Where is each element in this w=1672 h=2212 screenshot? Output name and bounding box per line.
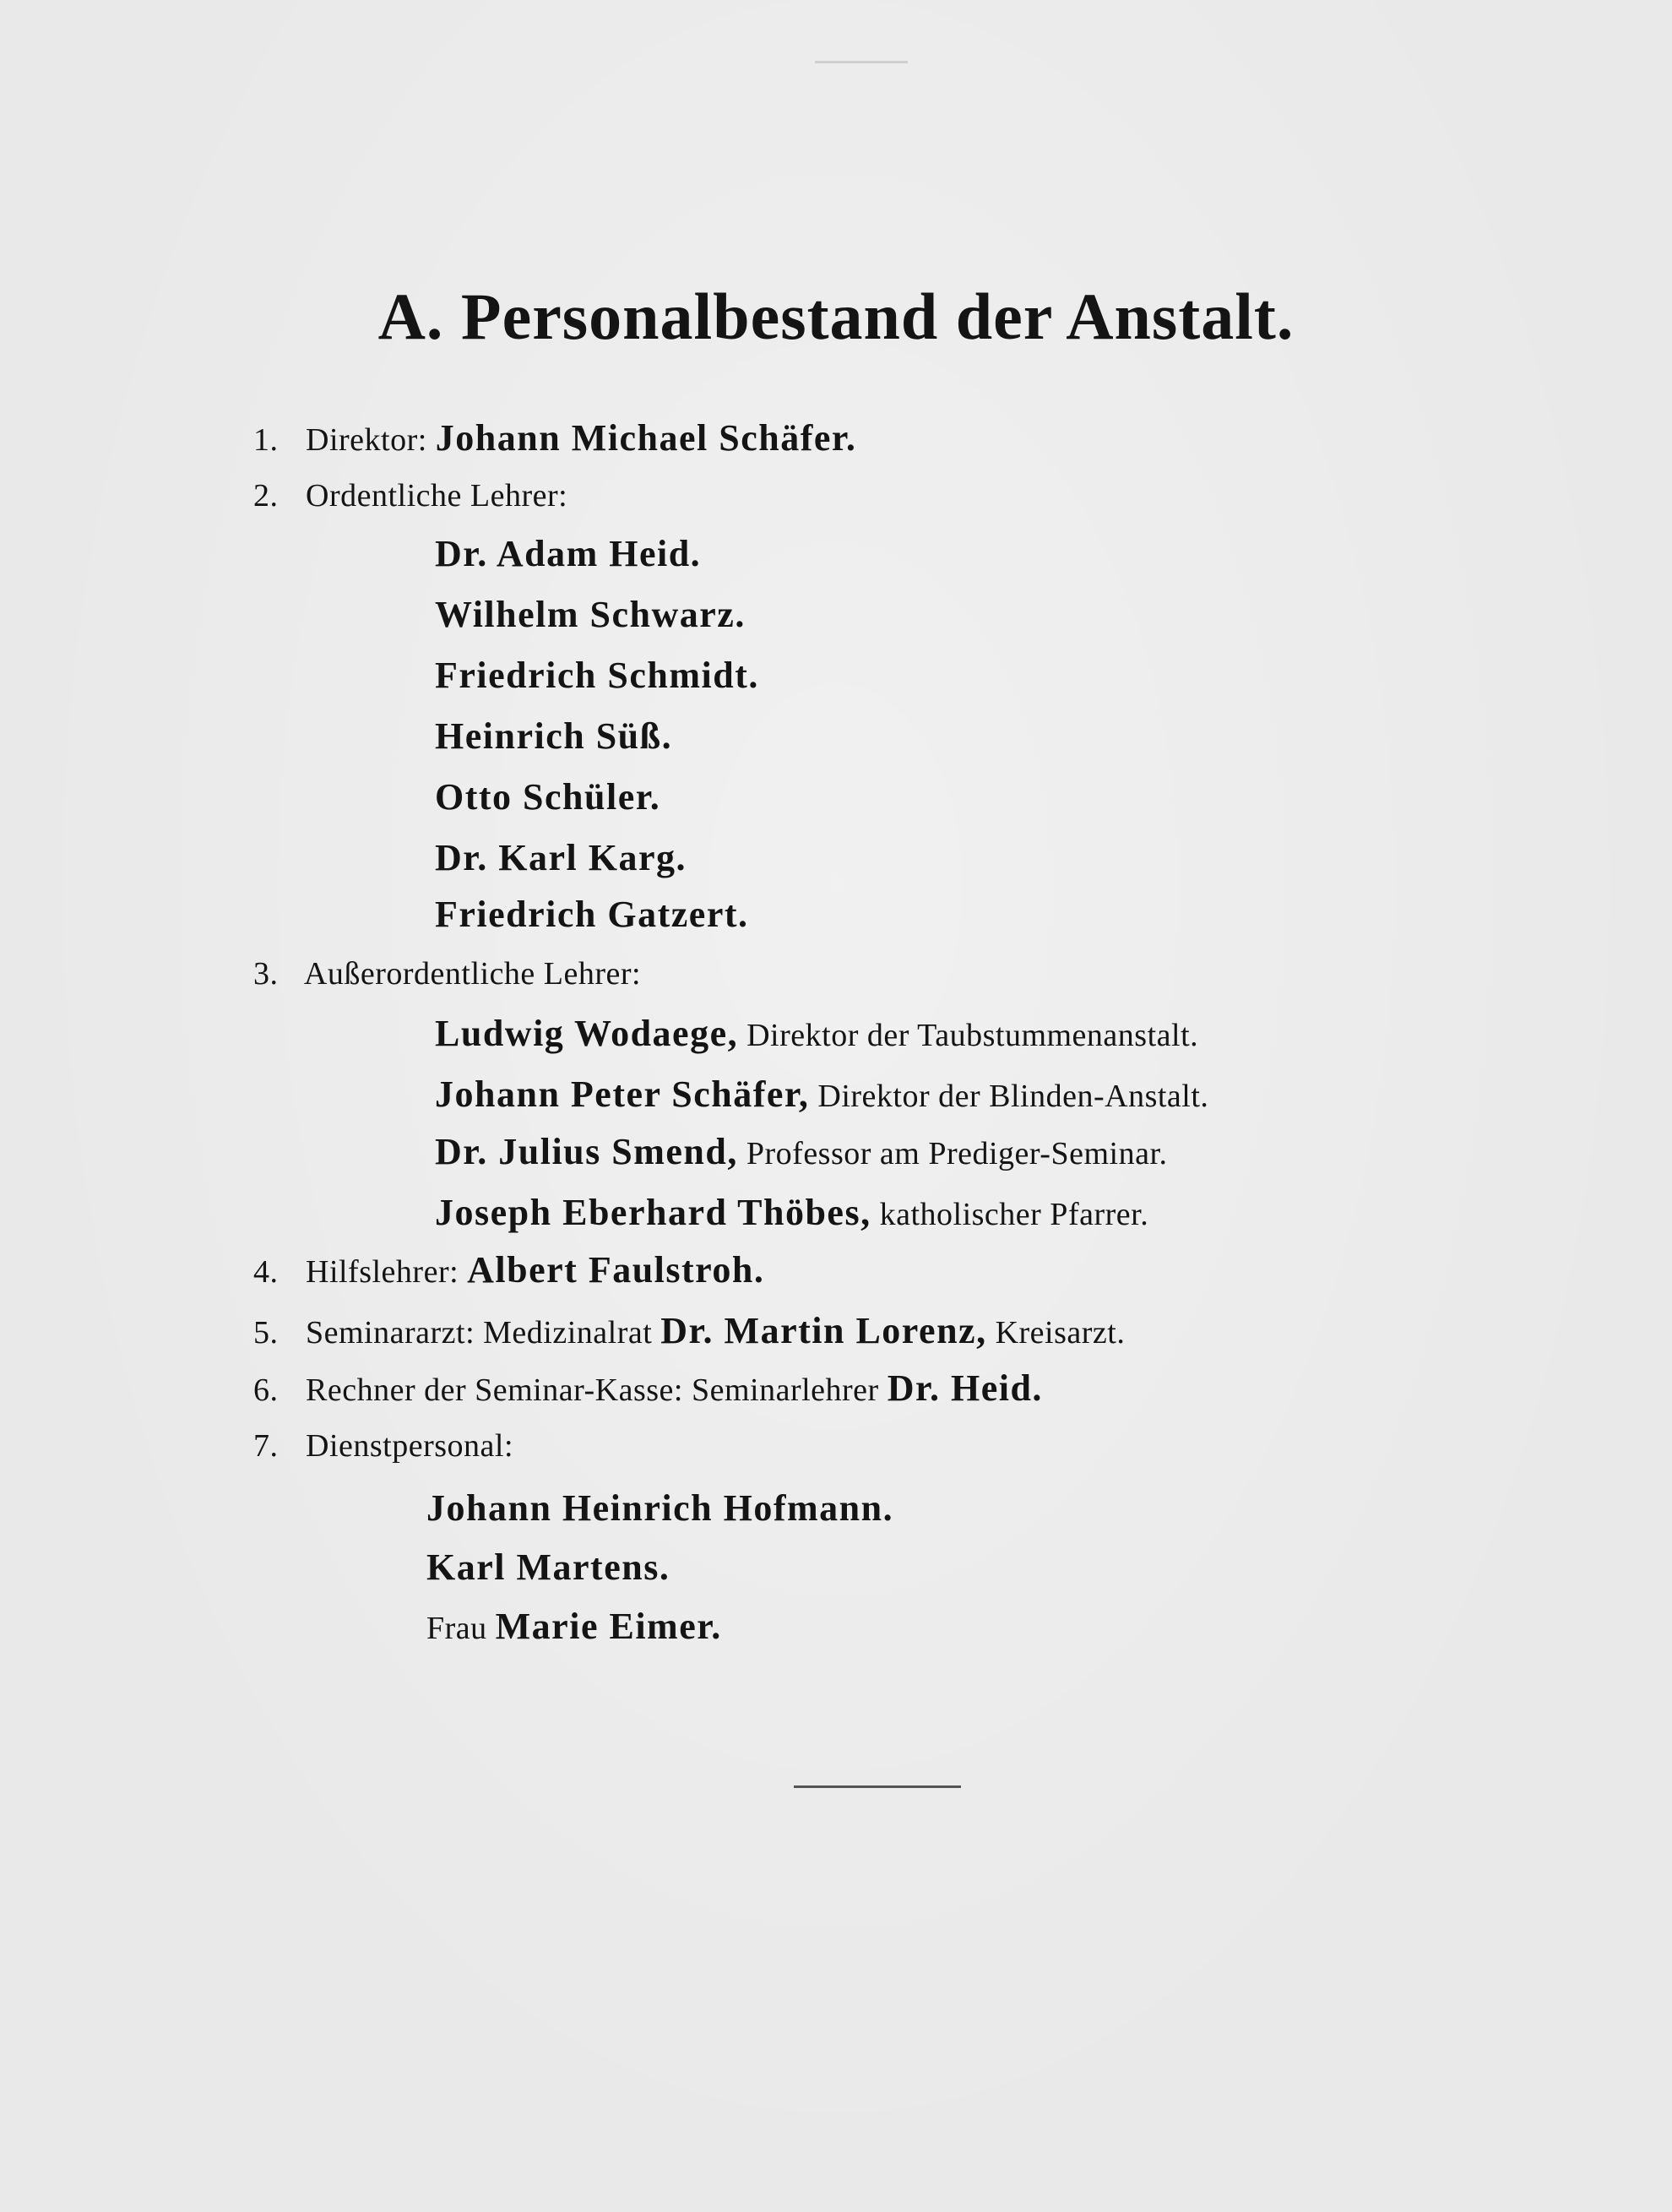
item-teachers (253, 477, 567, 514)
item-label: Rechner der Seminar-Kasse: Seminarlehrer (306, 1372, 879, 1408)
person-role: Direktor der Taubstummenanstalt. (746, 1018, 1199, 1053)
staff-entry (426, 1605, 722, 1648)
teacher-name: Friedrich Gatzert. (435, 894, 749, 935)
bottom-rule (794, 1785, 961, 1788)
staff-name: Marie Eimer. (495, 1606, 722, 1647)
item-number: 2. (253, 478, 279, 514)
person-role: Professor am Prediger-Seminar. (746, 1136, 1168, 1171)
item-label: Hilfslehrer: (306, 1254, 459, 1290)
extraordinary-entry (435, 1073, 1208, 1116)
person-name: Dr. Martin Lorenz, (660, 1310, 987, 1351)
top-rule (815, 61, 908, 63)
extraordinary-entry (435, 1130, 1168, 1173)
item-number: 5. (253, 1315, 279, 1351)
item-label: Dienstpersonal: (306, 1428, 514, 1464)
person-name: Johann Peter Schäfer, (435, 1073, 810, 1115)
item-label: Ordentliche Lehrer: (306, 478, 568, 514)
item-number: 1. (253, 422, 279, 458)
person-name: Albert Faulstroh. (467, 1249, 765, 1291)
item-number: 4. (253, 1254, 279, 1290)
person-role: Direktor der Blinden-Anstalt. (817, 1079, 1209, 1114)
teacher-name: Dr. Adam Heid. (435, 533, 702, 574)
item-number: 6. (253, 1372, 279, 1408)
item-label: Direktor: (306, 422, 427, 458)
staff-name: Johann Heinrich Hofmann. (426, 1487, 894, 1529)
item-staff (253, 1427, 513, 1465)
extraordinary-entry (435, 1012, 1198, 1055)
staff-name: Karl Martens. (426, 1546, 670, 1588)
person-role: katholischer Pfarrer. (879, 1197, 1149, 1232)
item-accountant (253, 1367, 1043, 1410)
item-number: 3. (253, 956, 279, 992)
person-name: Joseph Eberhard Thöbes, (435, 1192, 871, 1233)
teacher-name: Wilhelm Schwarz. (435, 594, 746, 635)
item-number: 7. (253, 1428, 279, 1464)
teacher-name: Otto Schüler. (435, 776, 661, 818)
item-suffix: Kreisarzt. (995, 1315, 1126, 1351)
teacher-name: Heinrich Süß. (435, 715, 673, 757)
teacher-name: Dr. Karl Karg. (435, 837, 687, 878)
person-name: Johann Michael Schäfer. (435, 417, 857, 459)
teacher-name: Friedrich Schmidt. (435, 655, 759, 696)
item-assistant (253, 1248, 764, 1291)
item-doctor (253, 1309, 1125, 1352)
page-heading: A. Personalbestand der Anstalt. (377, 280, 1295, 353)
item-director (253, 416, 856, 459)
person-name: Ludwig Wodaege, (435, 1013, 739, 1054)
staff-title: Frau (426, 1611, 487, 1646)
person-name: Dr. Heid. (887, 1367, 1043, 1409)
item-label: Außerordentliche Lehrer: (303, 956, 642, 992)
item-label: Seminararzt: Medizinalrat (306, 1315, 653, 1351)
item-extraordinary (253, 955, 641, 992)
extraordinary-entry (435, 1191, 1148, 1234)
person-name: Dr. Julius Smend, (435, 1131, 738, 1172)
